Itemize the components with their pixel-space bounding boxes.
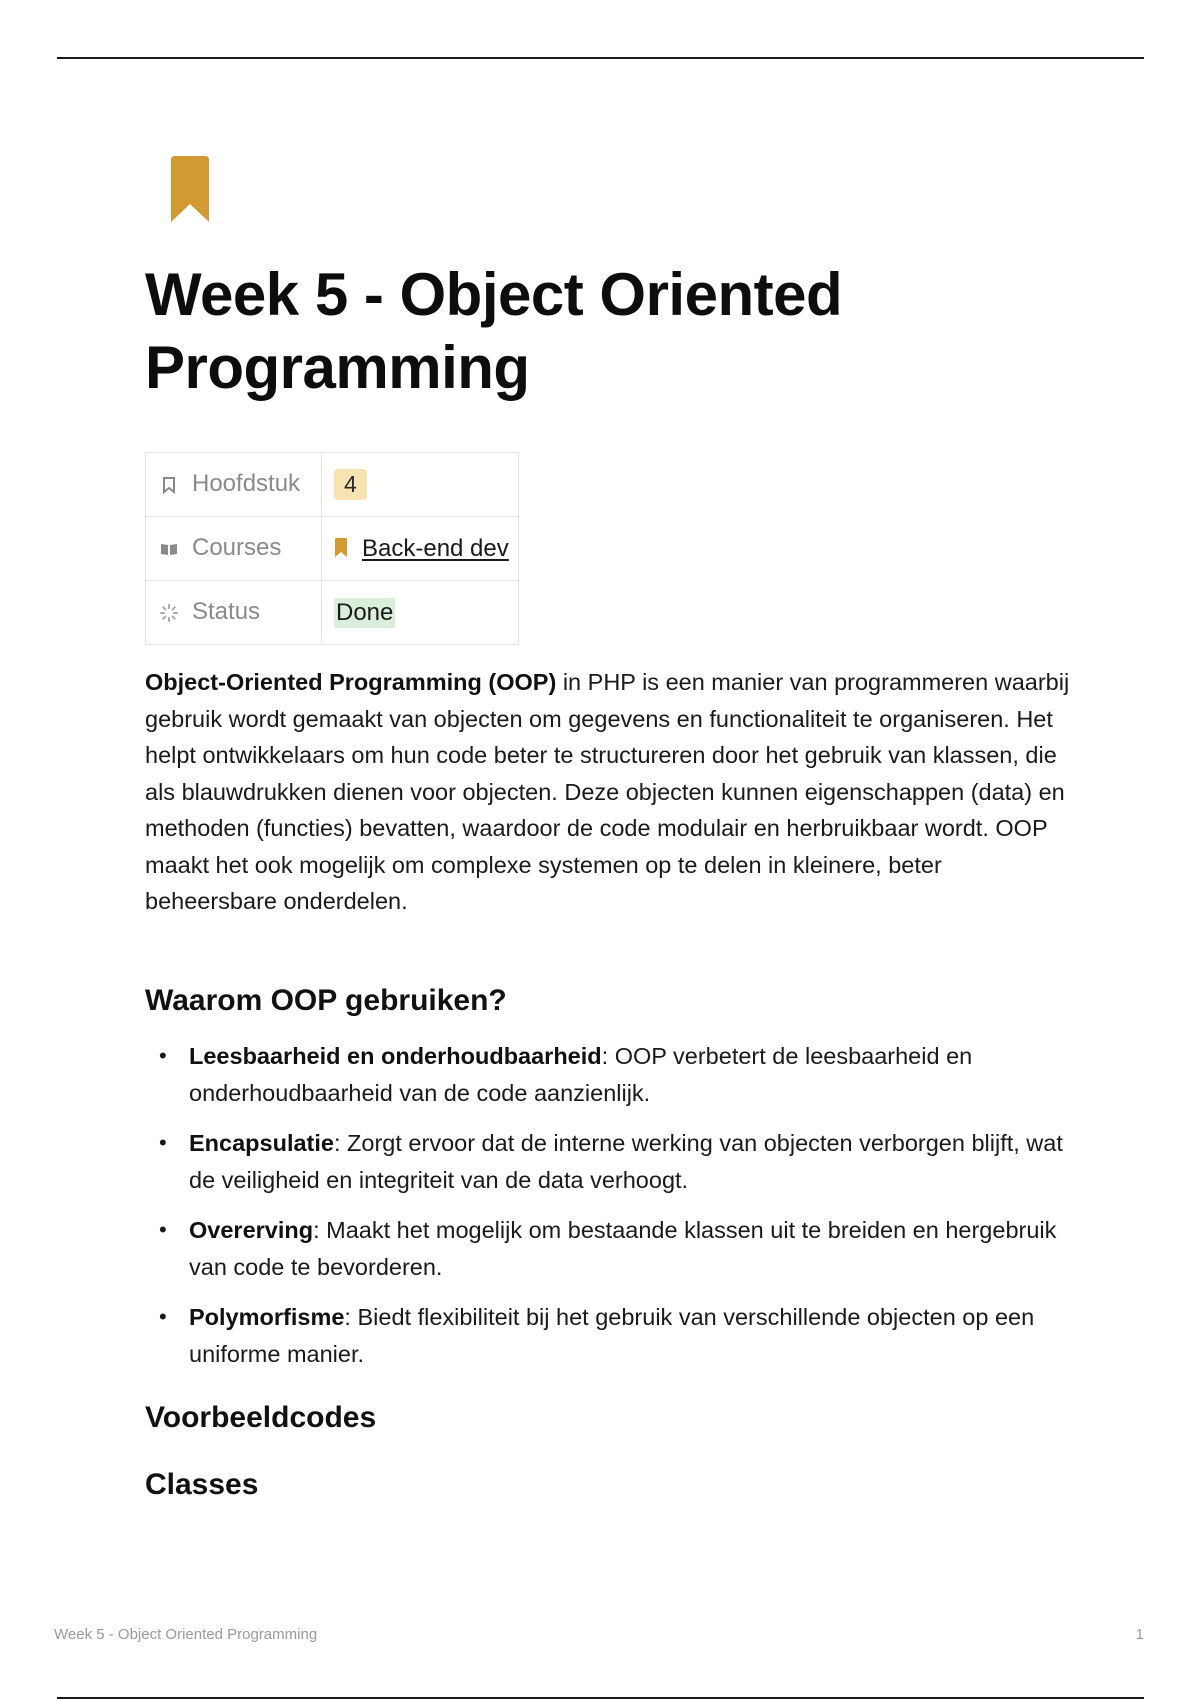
property-label: Courses — [192, 534, 282, 562]
property-row-courses — [146, 517, 519, 581]
top-rule — [57, 57, 1144, 59]
intro-bold: Object-Oriented Programming (OOP) — [145, 669, 557, 695]
property-label: Hoofdstuk — [192, 470, 301, 498]
course-link[interactable]: Back-end dev — [362, 534, 509, 562]
chapter-badge: 4 — [334, 469, 367, 500]
bookmark-outline-icon — [160, 471, 178, 499]
list-item-term: Overerving — [189, 1217, 314, 1243]
bullet: • — [159, 1304, 167, 1329]
bullet: • — [159, 1217, 167, 1242]
bottom-rule — [57, 1697, 1144, 1699]
page-number: 1 — [1135, 1626, 1144, 1643]
list-item-text: : OOP verbetert de leesbaarheid en onderhoudbaarheid van de code aanzienlijk. — [189, 1043, 973, 1106]
page-title: Week 5 - Object Oriented Programming — [145, 261, 843, 401]
list-item-term: Polymorfisme — [189, 1304, 345, 1330]
list-item — [145, 1125, 1070, 1198]
property-key — [146, 581, 322, 645]
intro-paragraph — [145, 664, 1070, 920]
properties-table — [145, 452, 519, 645]
list-item-text: : Zorgt ervoor dat de interne werking van objecten verborgen blijft, wat de veiligheid en integriteit van de data verhoogt. — [189, 1130, 1063, 1193]
property-value — [322, 517, 519, 581]
loading-icon — [160, 599, 178, 627]
property-label: Status — [192, 598, 261, 626]
book-icon — [160, 535, 178, 563]
property-key — [146, 453, 322, 517]
bullet: • — [159, 1043, 167, 1068]
course-link-wrapper — [334, 523, 509, 575]
bullet: • — [159, 1130, 167, 1155]
property-row-status — [146, 581, 519, 645]
status-badge: Done — [336, 598, 394, 626]
property-row-hoofdstuk — [146, 453, 519, 517]
reasons-list — [145, 1038, 1070, 1386]
bookmark-icon — [334, 538, 348, 558]
section-heading-examples: Voorbeeldcodes — [145, 1401, 377, 1434]
property-value[interactable] — [322, 581, 519, 645]
list-item — [145, 1299, 1070, 1372]
list-item-text: : Biedt flexibiliteit bij het gebruik van verschillende objecten op een uniforme manier. — [189, 1304, 1035, 1367]
section-heading-why: Waarom OOP gebruiken? — [145, 984, 507, 1017]
property-value[interactable] — [322, 453, 519, 517]
list-item — [145, 1038, 1070, 1111]
list-item — [145, 1212, 1070, 1285]
property-key — [146, 517, 322, 581]
section-heading-classes: Classes — [145, 1468, 259, 1501]
list-item-term: Leesbaarheid en onderhoudbaarheid — [189, 1043, 602, 1069]
footer-title: Week 5 - Object Oriented Programming — [54, 1626, 318, 1643]
list-item-text: : Maakt het mogelijk om bestaande klassen uit te breiden en hergebruik van code te bevorderen. — [189, 1217, 1057, 1280]
bookmark-icon — [165, 156, 215, 224]
intro-text: in PHP is een manier van programmeren waarbij gebruik wordt gemaakt van objecten om gegevens en functionaliteit te organiseren. Het helpt ontwikkelaars om hun code beter te structureren door het gebruik van klassen, die als blauwdrukken dienen voor objecten. Deze objecten kunnen eigenschappen (data) en methoden (functies) bevatten, waardoor de code modulair en herbruikbaar wordt. OOP maakt het ook mogelijk om complexe systemen op te delen in kleinere, beter beheersbare onderdelen. — [145, 669, 1070, 914]
list-item-term: Encapsulatie — [189, 1130, 334, 1156]
